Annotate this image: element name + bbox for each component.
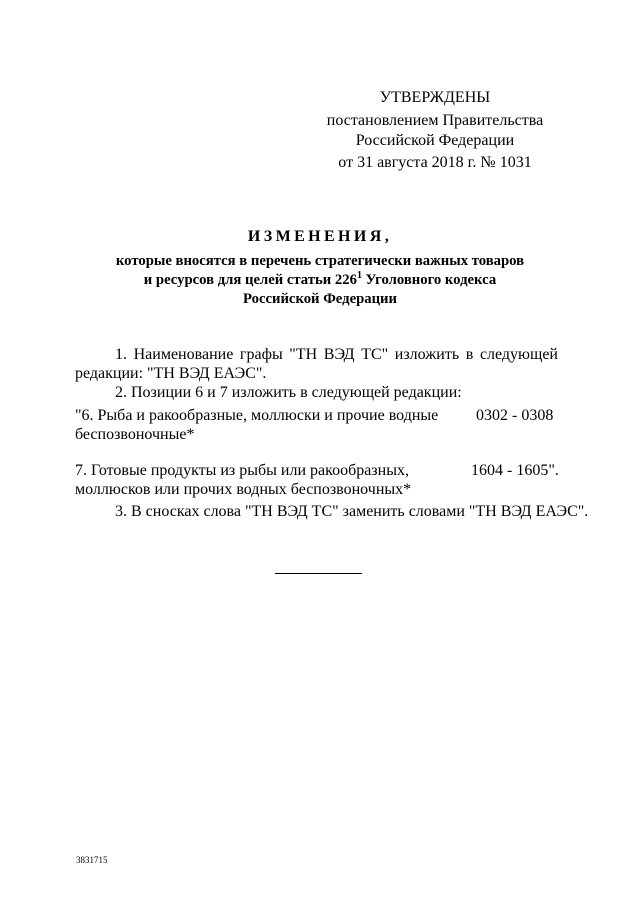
approval-country: Российской Федерации [355, 132, 515, 149]
subtitle-line-1: которые вносятся в перечень стратегически важных товаров [115, 253, 525, 269]
paragraph-1-line-2: редакции: "ТН ВЭД ЕАЭС". [75, 365, 267, 382]
subtitle-line-3: Российской Федерации [243, 291, 397, 307]
item-7-line-1: 7. Готовые продукты из рыбы или ракообразных, [75, 462, 409, 479]
separator-line [275, 573, 362, 574]
subtitle-superscript: 1 [356, 270, 362, 282]
paragraph-2: 2. Позиции 6 и 7 изложить в следующей редакции: [115, 384, 462, 401]
subtitle-line-2 [0, 270, 640, 290]
subtitle-line-2-rest: Уголовного кодекса [361, 272, 497, 288]
approval-date-number: от 31 августа 2018 г. № 1031 [338, 154, 532, 171]
document-number: 3831715 [76, 855, 108, 865]
item-7-line-2: моллюсков или прочих водных беспозвоночных* [75, 481, 412, 498]
document-title: ИЗМЕНЕНИЯ, [247, 228, 393, 245]
item-6-code: 0302 - 0308 [476, 407, 554, 424]
paragraph-1-line-1: 1. Наименование графы "ТН ВЭД ТС" изложить в следующей [115, 346, 558, 363]
item-7-code: 1604 - 1605". [471, 462, 559, 479]
item-6-line-1: "6. Рыба и ракообразные, моллюски и прочие водные [75, 407, 439, 424]
item-6-line-2: беспозвоночные* [75, 426, 195, 443]
approval-heading: УТВЕРЖДЕНЫ [379, 89, 491, 106]
paragraph-3: 3. В сносках слова "ТН ВЭД ТС" заменить словами "ТН ВЭД ЕАЭС". [115, 503, 589, 520]
approval-authority: постановлением Правительства [326, 112, 544, 129]
subtitle-line-2-text: и ресурсов для целей статьи 226 [143, 272, 357, 288]
